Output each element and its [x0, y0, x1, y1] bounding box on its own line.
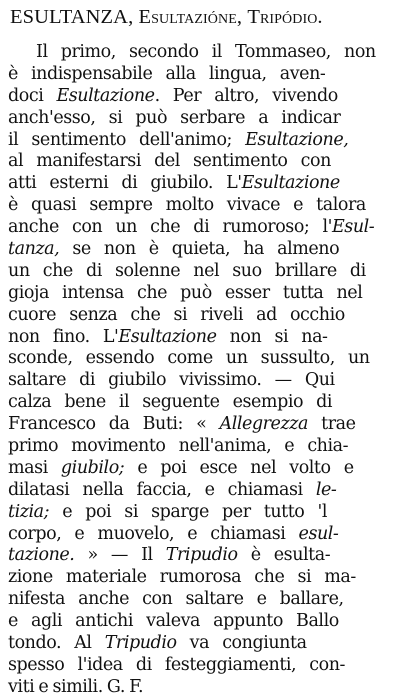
text-segment: nifesta anche con saltare e ballare,	[8, 589, 344, 610]
text-line	[8, 86, 400, 108]
text-line	[8, 64, 400, 86]
text-line	[8, 567, 400, 589]
text-segment: il sentimento dell'animo;	[8, 129, 246, 150]
italic-term: le-	[315, 479, 337, 500]
text-segment: calza bene il seguente esempio di	[8, 392, 333, 413]
text-segment: va congiunta	[176, 633, 307, 654]
text-line	[8, 633, 400, 655]
text-segment: . Per altro, vivendo	[154, 85, 338, 106]
text-segment: saltare di giubilo vivissimo. — Qui	[8, 370, 335, 391]
text-line	[8, 524, 400, 546]
text-segment: non si na-	[216, 326, 328, 347]
text-segment: Il primo, secondo il Tommaseo, non	[36, 42, 376, 62]
text-segment: gioja intensa che può esser tutta nel	[8, 282, 363, 303]
text-line	[8, 173, 400, 195]
text-segment: spesso l'idea di festeggiamenti, con-	[8, 654, 346, 675]
text-segment: è quasi sempre molto vivace e talora	[8, 195, 366, 216]
text-line	[8, 348, 400, 370]
text-segment: e poi esce nel volto e	[124, 457, 354, 478]
text-segment: primo movimento nell'anima, e chia-	[8, 436, 349, 457]
text-line	[8, 655, 400, 677]
heading-term-esultazione: Esultazióne,	[138, 6, 243, 28]
text-line	[8, 436, 400, 458]
text-line	[8, 195, 400, 217]
text-line	[8, 414, 400, 436]
text-segment: trae	[308, 414, 356, 435]
text-line	[8, 239, 400, 261]
text-segment: anch'esso, si può serbare a indicar	[8, 107, 341, 128]
text-line	[8, 480, 400, 502]
text-segment: corpo, e muovelo, e chiamasi	[8, 523, 299, 544]
text-line	[8, 589, 400, 611]
text-segment: al manifestarsi del sentimento con	[8, 151, 331, 172]
text-line	[8, 502, 400, 524]
text-segment: e agli antichi valeva appunto Ballo	[8, 611, 339, 632]
italic-term: Tripudio	[104, 633, 177, 654]
heading-term-tripodio: Tripódio.	[247, 6, 323, 28]
text-segment: cuore senza che si riveli ad occhio	[8, 304, 345, 325]
italic-term: esul-	[298, 523, 339, 544]
text-line	[8, 458, 400, 480]
text-segment: un che di solenne nel suo brillare di	[8, 260, 366, 281]
text-line	[8, 611, 400, 633]
heading-term-esultanza: ESULTANZA,	[10, 6, 134, 28]
text-segment: » — Il	[74, 545, 166, 566]
text-segment: masi	[8, 457, 61, 478]
italic-term: Esultazione	[241, 173, 340, 194]
italic-term: tazione.	[8, 545, 75, 566]
text-segment: e poi si sparge per tutto 'l	[49, 501, 328, 522]
text-line	[8, 283, 400, 305]
text-segment: zione materiale rumorosa che si ma-	[8, 567, 356, 588]
italic-term: Esultazione	[118, 326, 217, 347]
text-line	[8, 305, 400, 327]
text-segment: Francesco da Buti: «	[8, 414, 220, 435]
text-segment: viti e simili. G. F.	[8, 676, 144, 697]
italic-term: Allegrezza	[219, 414, 308, 435]
entry-heading	[10, 4, 323, 30]
text-segment: dilatasi nella faccia, e chiamasi	[8, 479, 316, 500]
text-segment: tondo. Al	[8, 633, 105, 654]
text-segment: doci	[8, 85, 57, 106]
italic-term: tanza,	[8, 239, 60, 260]
text-segment: non fino. L'	[8, 326, 119, 347]
text-line	[8, 261, 400, 283]
entry-body	[8, 42, 400, 699]
text-line	[8, 677, 400, 699]
text-line	[8, 151, 400, 173]
text-line	[8, 545, 400, 567]
text-line	[8, 108, 400, 130]
italic-term: Tripudio	[165, 545, 238, 566]
text-segment: atti esterni di giubilo. L'	[8, 173, 242, 194]
text-line	[8, 370, 400, 392]
text-segment: se non è quieta, ha almeno	[59, 239, 340, 260]
text-line	[8, 392, 400, 414]
text-segment: anche con un che di rumoroso; l'	[8, 217, 332, 238]
text-segment: è esulta-	[237, 545, 331, 566]
text-line	[8, 327, 400, 349]
text-segment: è indispensabile alla lingua, aven-	[8, 63, 326, 84]
text-line	[8, 130, 400, 152]
italic-term: Esul-	[331, 217, 375, 238]
italic-term: Esultazione	[56, 85, 155, 106]
text-segment: sconde, essendo come un sussulto, un	[8, 348, 370, 369]
italic-term: tizia;	[8, 501, 50, 522]
italic-term: giubilo;	[60, 457, 125, 478]
text-line	[8, 42, 400, 64]
italic-term: Esultazione,	[245, 129, 349, 150]
text-line	[8, 217, 400, 239]
